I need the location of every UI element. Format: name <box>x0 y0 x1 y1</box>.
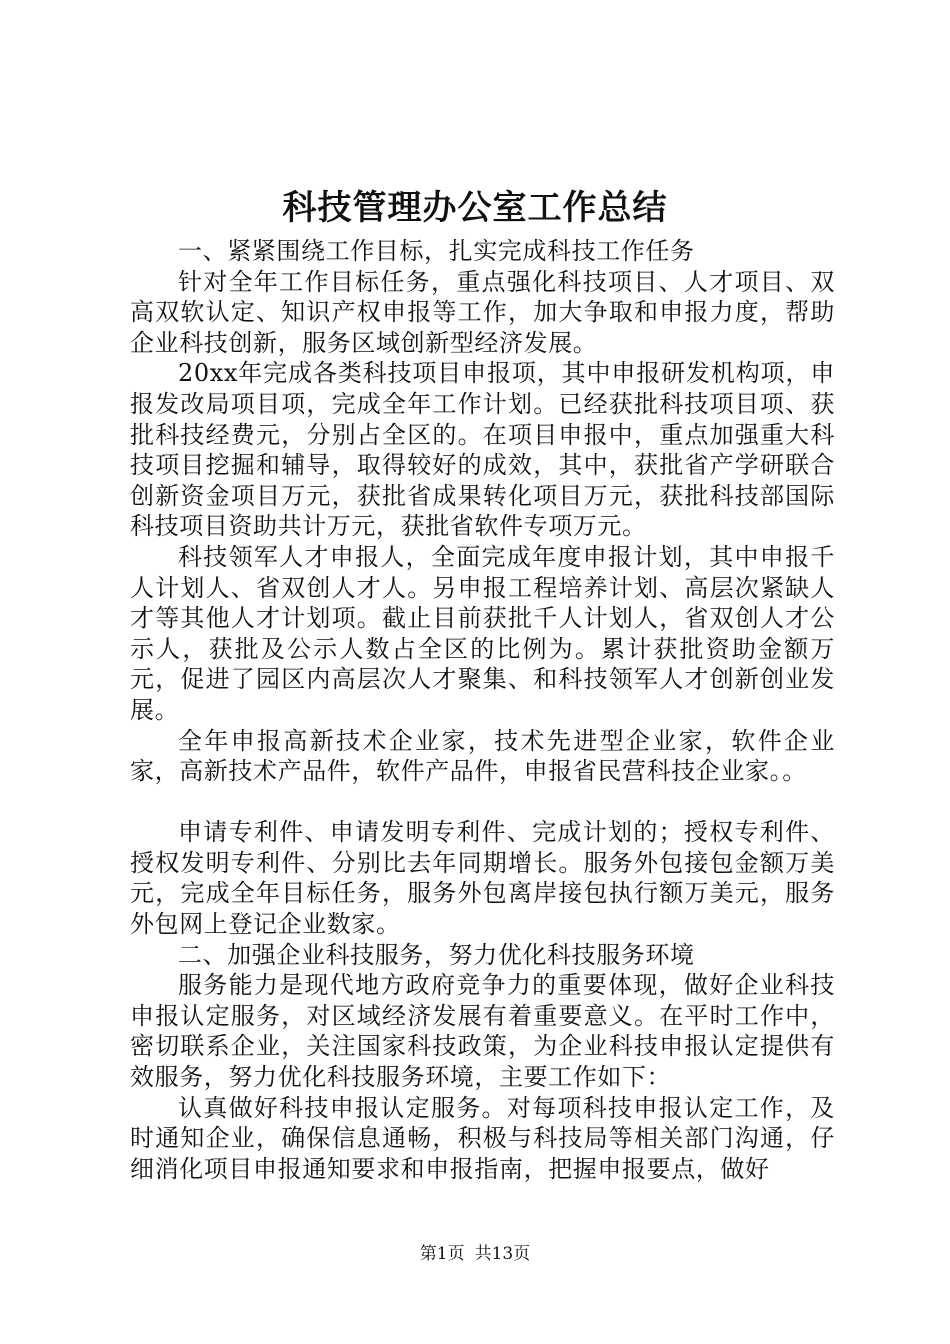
paragraph: 认真做好科技申报认定服务。对每项科技申报认定工作，及时通知企业，确保信息通畅，积极与科技局等相关部门沟通，仔细消化项目申报通知要求和申报指南，把握申报要点，做好 <box>130 1093 835 1183</box>
page-footer <box>0 1243 950 1265</box>
paragraph: 针对全年工作目标任务，重点强化科技项目、人才项目、双高双软认定、知识产权申报等工作，加大争取和申报力度，帮助企业科技创新，服务区域创新型经济发展。 <box>130 267 835 357</box>
document-title: 科技管理办公室工作总结 <box>282 188 668 228</box>
paragraph: 服务能力是现代地方政府竞争力的重要体现，做好企业科技申报认定服务，对区域经济发展有着重要意义。在平时工作中，密切联系企业，关注国家科技政策，为企业科技申报认定提供有效服务，努力优化科技服务环境，主要工作如下： <box>130 971 835 1092</box>
paragraph: 20xx年完成各类科技项目申报项，其中申报研发机构项，申报发改局项目项，完成全年工作计划。已经获批科技项目项、获批科技经费元，分别占全区的。在项目申报中，重点加强重大科技项目挖掘和辅导，取得较好的成效，其中，获批省产学研联合创新资金项目万元，获批省成果转化项目万元，获批科技部国际科技项目资助共计万元，获批省软件专项万元。 <box>130 359 835 541</box>
paragraph: 科技领军人才申报人，全面完成年度申报计划，其中申报千人计划人、省双创人才人。另申报工程培养计划、高层次紧缺人才等其他人才计划项。截止目前获批千人计划人，省双创人才公示人，获批及公示人数占全区的比例为。累计获批资助金额万元，促进了园区内高层次人才聚集、和科技领军人才创新创业发展。 <box>130 542 835 724</box>
paragraph: 全年申报高新技术企业家，技术先进型企业家，软件企业家，高新技术产品件，软件产品件，申报省民营科技企业家。。 <box>130 726 835 786</box>
page-total: 共13页 <box>474 1244 531 1264</box>
paragraph-section-2-heading: 二、加强企业科技服务，努力优化科技服务环境 <box>178 940 695 969</box>
paragraph: 申请专利件、申请发明专利件、完成计划的；授权专利件、授权发明专利件、分别比去年同期增长。服务外包接包金额万美元，完成全年目标任务，服务外包离岸接包执行额万美元，服务外包网上登记企业数家。 <box>130 818 835 939</box>
paragraph-section-1-heading: 一、紧紧围绕工作目标，扎实完成科技工作任务 <box>178 237 695 265</box>
page-number: 第1页 <box>419 1244 465 1264</box>
paragraph-gap <box>130 787 835 818</box>
document-body <box>130 236 835 1184</box>
